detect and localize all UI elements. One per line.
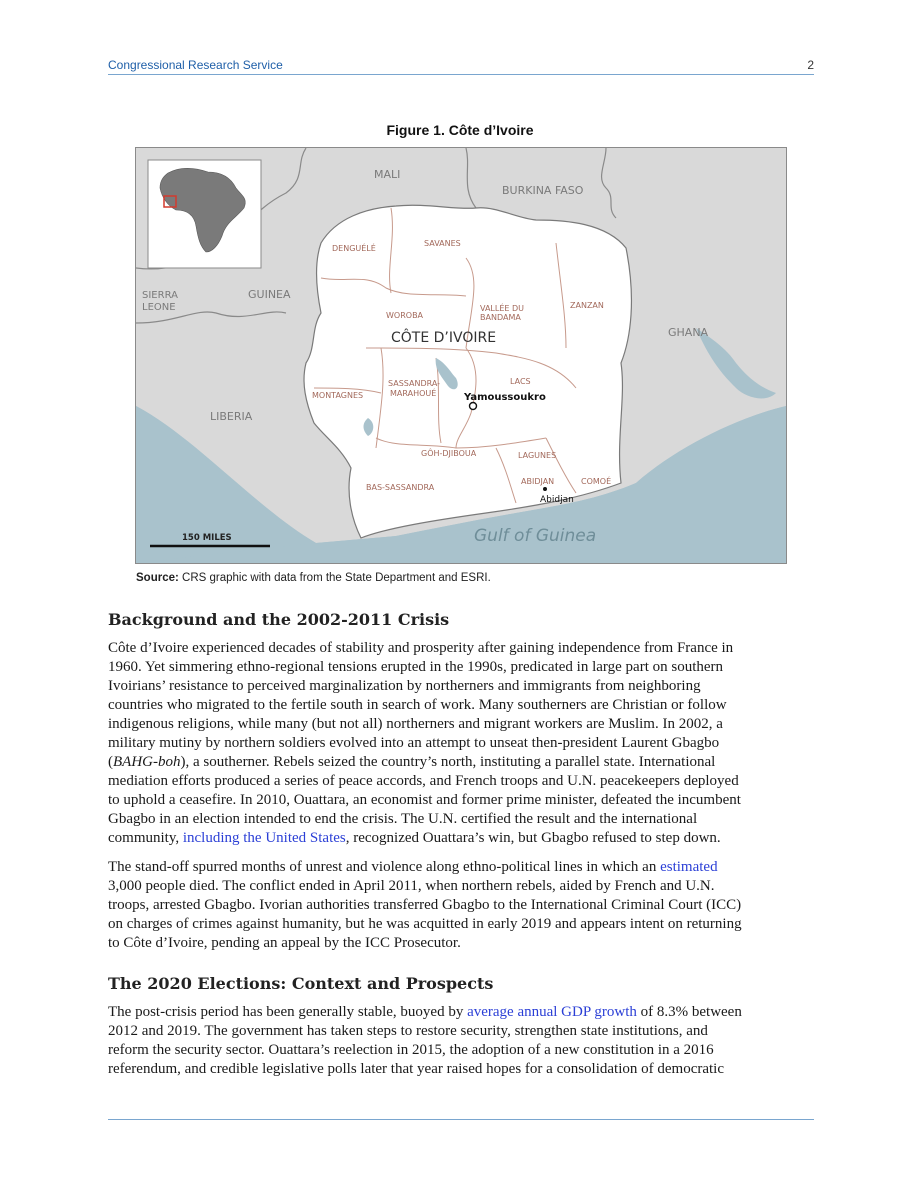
text-run: of 8.3% between — [636, 1004, 742, 1020]
region-label: LACS — [510, 377, 531, 386]
region-label: BANDAMA — [480, 313, 521, 322]
paragraph — [108, 1003, 814, 1079]
region-label: ABIDJAN — [521, 477, 555, 486]
link-united-states[interactable]: including the United States — [182, 830, 346, 846]
label-ghana: GHANA — [668, 326, 709, 339]
label-liberia: LIBERIA — [210, 410, 253, 423]
label-sierra: SIERRA — [142, 290, 178, 301]
label-leone: LEONE — [142, 302, 176, 313]
link-gdp-growth[interactable]: average annual GDP growth — [467, 1004, 637, 1020]
text-line: indigenous religions, while many (but not all) northerners and migrant workers are Muslim. In 2002, a — [108, 716, 723, 732]
label-mali: MALI — [374, 168, 401, 181]
text-line: mediation efforts produced a series of peace accords, and French troops and U.N. peacekeepers deployed — [108, 773, 739, 789]
text-line: on charges of crimes against humanity, but he was acquitted in early 2019 and appears intent on returning — [108, 916, 742, 932]
paragraph — [108, 639, 814, 848]
map-figure — [135, 147, 787, 564]
text-run: , recognized Ouattara’s win, but Gbagbo refused to step down. — [345, 830, 721, 846]
text-line — [108, 1003, 814, 1022]
text-line — [108, 829, 814, 848]
page-number: 2 — [807, 58, 814, 72]
label-city: Abidjan — [540, 495, 574, 505]
label-gulf: Gulf of Guinea — [474, 526, 597, 546]
text-run: The post-crisis period has been generally stable, buoyed by — [108, 1004, 468, 1020]
figure-source — [136, 572, 491, 584]
region-label: SAVANES — [424, 239, 461, 248]
source-text: CRS graphic with data from the State Department and ESRI. — [182, 572, 491, 584]
section-heading-background: Background and the 2002-2011 Crisis — [108, 610, 450, 629]
region-label: LAGUNES — [518, 451, 557, 460]
region-label: COMOÉ — [581, 477, 612, 486]
text-line: reform the security sector. Ouattara’s reelection in 2015, the adoption of a new constitution in a 2016 — [108, 1042, 714, 1058]
region-label: SASSANDRA- — [388, 379, 441, 388]
text-line: referendum, and credible legislative polls later that year raised hopes for a consolidation of democratic — [108, 1061, 725, 1077]
footer-rule — [108, 1119, 814, 1120]
city-marker — [543, 487, 547, 491]
region-label: VALLÉE DU — [480, 304, 525, 313]
label-burkina: BURKINA FASO — [502, 184, 584, 197]
label-country: CÔTE D’IVOIRE — [391, 330, 497, 346]
text-line: Ivoirians’ resistance to perceived marginalization by northerners and immigrants from neighboring — [108, 678, 701, 694]
link-estimated[interactable]: estimated — [660, 859, 718, 875]
text-line: Côte d’Ivoire experienced decades of stability and prosperity after gaining independence from France in — [108, 640, 734, 656]
running-header — [108, 58, 814, 74]
scale-label: 150 MILES — [182, 533, 232, 543]
text-line: 1960. Yet simmering ethno-regional tensions erupted in the 1990s, predicated in large part on southern — [108, 659, 724, 675]
region-label: BAS-SASSANDRA — [366, 483, 435, 492]
header-rule — [108, 74, 814, 75]
text-line: 3,000 people died. The conflict ended in April 2011, when northern rebels, aided by French and U.N. — [108, 878, 715, 894]
region-label: ZANZAN — [570, 301, 604, 310]
header-org: Congressional Research Service — [108, 58, 283, 72]
region-label: GÔH-DJIBOUA — [421, 449, 477, 458]
text-line: countries who migrated to the fertile south in search of work. Many southerners are Christian or follow — [108, 697, 727, 713]
text-line — [108, 858, 814, 877]
text-line: troops, arrested Gbagbo. Ivorian authorities transferred Gbagbo to the International Criminal Court (ICC) — [108, 897, 742, 913]
label-capital: Yamoussoukro — [464, 392, 546, 403]
region-label: MARAHOUÉ — [390, 389, 437, 398]
paragraph — [108, 858, 814, 953]
text-run: The stand-off spurred months of unrest and violence along ethno-political lines in which an — [108, 859, 661, 875]
text-run: ), a southerner. Rebels seized the country’s north, instituting a parallel state. International — [180, 754, 716, 770]
text-run: community, — [108, 830, 183, 846]
label-guinea: GUINEA — [248, 288, 291, 301]
region-label: DENGUÉLÉ — [332, 244, 376, 253]
text-line: to uphold a ceasefire. In 2010, Ouattara, an economist and former prime minister, defeated the incumbent — [108, 792, 741, 808]
cote-divoire-shape — [304, 205, 631, 538]
source-label: Source: — [136, 572, 179, 584]
text-line — [108, 753, 814, 772]
section-heading-elections: The 2020 Elections: Context and Prospects — [108, 974, 494, 993]
text-line: military mutiny by northern soldiers evolved into an attempt to unseat then-president Laurent Gbagbo — [108, 735, 720, 751]
region-label: WOROBA — [386, 311, 424, 320]
text-line: to Côte d’Ivoire, pending an appeal by the ICC Prosecutor. — [108, 935, 461, 951]
text-line: 2012 and 2019. The government has taken steps to restore security, strengthen state institutions, and — [108, 1023, 708, 1039]
pronunciation: BAHG-boh — [113, 754, 181, 770]
figure-title: Figure 1. Côte d’Ivoire — [386, 122, 534, 138]
text-run: ( — [108, 754, 113, 770]
region-label: MONTAGNES — [312, 391, 364, 400]
map-svg — [136, 148, 786, 563]
text-line: Gbagbo in an election intended to end the crisis. The U.N. certified the result and the international — [108, 811, 698, 827]
capital-marker — [470, 403, 477, 410]
